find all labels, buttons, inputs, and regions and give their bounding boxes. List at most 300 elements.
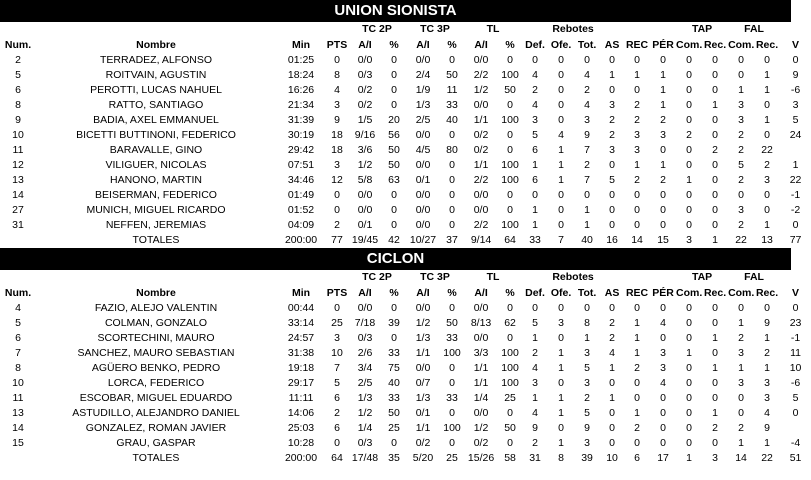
- stat-cell: 0: [686, 302, 692, 314]
- stat-cell: 20: [388, 114, 400, 126]
- column-header: Nombre: [136, 286, 176, 299]
- stat-cell: 50: [504, 84, 516, 96]
- stat-cell: 0: [634, 84, 640, 96]
- player-name: AGÜERO BENKO, PEDRO: [91, 362, 221, 374]
- stat-cell: 0: [764, 129, 770, 141]
- stat-cell: 1/3: [415, 392, 431, 404]
- stat-cell: 0: [558, 204, 564, 216]
- stat-cell: 0: [391, 332, 397, 344]
- stat-cell: 2: [738, 129, 744, 141]
- stat-cell: 0/3: [357, 437, 373, 449]
- total-cell: 1: [712, 234, 718, 246]
- stat-cell: 0: [609, 189, 615, 201]
- player-row: [0, 316, 811, 331]
- stat-cell: 63: [388, 174, 400, 186]
- total-cell: 3: [712, 452, 718, 464]
- player-name: LORCA, FEDERICO: [107, 377, 205, 389]
- stat-cell: 50: [446, 69, 458, 81]
- column-header: Def.: [525, 286, 545, 299]
- stat-cell: 01:49: [287, 189, 315, 201]
- stat-cell: 3: [634, 129, 640, 141]
- stat-cell: 0: [686, 362, 692, 374]
- player-row: [0, 346, 811, 361]
- stat-cell: 2: [609, 114, 615, 126]
- stat-cell: 3: [609, 144, 615, 156]
- total-cell: 77: [331, 234, 343, 246]
- player-name: SCORTECHINI, MAURO: [97, 332, 215, 344]
- stat-cell: 5: [609, 174, 615, 186]
- stat-cell: 0: [792, 54, 799, 66]
- group-header-blank: [780, 270, 811, 285]
- stat-cell: 2: [712, 144, 718, 156]
- stat-cell: 1: [558, 159, 564, 171]
- stat-cell: 2: [764, 159, 770, 171]
- column-header: Com.: [728, 38, 755, 51]
- player-row: [0, 421, 811, 436]
- total-cell: 33: [529, 234, 541, 246]
- group-header: FAL: [744, 271, 764, 283]
- stat-cell: 0: [609, 204, 615, 216]
- stat-cell: 1: [712, 407, 718, 419]
- stat-cell: 33:14: [287, 317, 315, 329]
- stat-cell: 0: [686, 189, 692, 201]
- stat-cell: 0: [391, 219, 397, 231]
- stat-cell: 2: [532, 84, 538, 96]
- stat-cell: 0: [712, 204, 718, 216]
- stat-cell: 13: [12, 174, 24, 186]
- player-row: [0, 301, 811, 316]
- stat-cell: 4: [532, 99, 538, 111]
- column-header: Min: [291, 38, 311, 51]
- totals-row: [0, 233, 811, 248]
- player-row: [0, 436, 811, 451]
- stat-cell: 0: [738, 392, 744, 404]
- stat-cell: 3: [764, 392, 770, 404]
- stat-cell: 0: [609, 377, 615, 389]
- total-cell: 17/48: [351, 452, 379, 464]
- stat-cell: 56: [388, 129, 400, 141]
- stat-cell: 33: [446, 332, 458, 344]
- column-header: V: [792, 38, 800, 51]
- stat-cell: 5: [584, 362, 590, 374]
- stat-cell: 0: [391, 437, 397, 449]
- stat-cell: 0: [712, 84, 718, 96]
- stat-cell: 3: [584, 377, 590, 389]
- stat-cell: 100: [501, 377, 519, 389]
- column-header: Num.: [4, 38, 32, 51]
- stat-cell: 2/2: [473, 69, 489, 81]
- stat-cell: 0: [686, 407, 692, 419]
- stat-cell: 3: [334, 99, 340, 111]
- stat-cell: 0: [507, 189, 513, 201]
- stat-cell: 14: [12, 422, 24, 434]
- total-cell: 16: [606, 234, 618, 246]
- stat-cell: 0: [712, 189, 718, 201]
- stat-cell: 7: [584, 174, 590, 186]
- stat-cell: 0: [686, 69, 692, 81]
- player-row: [0, 68, 811, 83]
- stat-cell: 0: [634, 437, 640, 449]
- stat-cell: 2: [609, 129, 615, 141]
- stat-cell: 2: [609, 332, 615, 344]
- group-header-blank: [624, 270, 676, 285]
- stat-cell: 6: [532, 174, 538, 186]
- stat-cell: 0: [634, 219, 640, 231]
- stat-cell: 24:57: [287, 332, 315, 344]
- stat-cell: 0: [686, 377, 692, 389]
- player-name: NEFFEN, JEREMIAS: [105, 219, 207, 231]
- column-header: %: [389, 38, 399, 51]
- stat-cell: 3/4: [357, 362, 373, 374]
- total-cell: 37: [446, 234, 458, 246]
- stat-cell: 3: [334, 159, 340, 171]
- stat-cell: 5: [334, 377, 340, 389]
- stat-cell: 14: [12, 189, 24, 201]
- group-header: FAL: [744, 23, 764, 35]
- stat-cell: 1: [712, 99, 718, 111]
- stat-cell: 0: [609, 54, 615, 66]
- stat-cell: 1: [558, 144, 564, 156]
- total-cell: 13: [761, 234, 773, 246]
- player-row: [0, 218, 811, 233]
- stat-cell: 9: [532, 422, 538, 434]
- stat-cell: 1: [634, 347, 640, 359]
- stat-cell: 50: [446, 317, 458, 329]
- stat-cell: 12: [331, 174, 343, 186]
- stat-cell: 1: [764, 332, 770, 344]
- stat-cell: 100: [443, 422, 461, 434]
- totals-row: [0, 451, 811, 466]
- stat-cell: 0: [660, 219, 666, 231]
- stat-cell: 1: [764, 219, 770, 231]
- stat-cell: 5: [532, 317, 538, 329]
- stat-cell: 0: [558, 422, 564, 434]
- stat-cell: 0: [609, 422, 615, 434]
- stat-cell: 16:26: [287, 84, 315, 96]
- stat-cell: 0: [686, 392, 692, 404]
- stat-cell: 50: [388, 144, 400, 156]
- column-header: PTS: [326, 38, 348, 51]
- column-header: %: [505, 286, 515, 299]
- stat-cell: 10: [331, 347, 343, 359]
- stat-cell: 4: [334, 84, 340, 96]
- stat-cell: 7: [584, 144, 590, 156]
- stat-cell: 7: [15, 347, 21, 359]
- stat-cell: -1: [790, 332, 801, 344]
- stat-cell: 62: [504, 317, 516, 329]
- stat-cell: 8: [334, 69, 340, 81]
- stat-cell: 3: [738, 377, 744, 389]
- stat-cell: 5: [792, 392, 799, 404]
- stat-cell: 0/1: [415, 407, 431, 419]
- stat-cell: 0: [558, 377, 564, 389]
- stat-cell: 0: [532, 54, 538, 66]
- stat-cell: 29:42: [287, 144, 315, 156]
- stat-cell: 25: [504, 392, 516, 404]
- stat-cell: 01:52: [287, 204, 315, 216]
- stat-cell: 3: [738, 99, 744, 111]
- stat-cell: 2: [738, 422, 744, 434]
- player-row: [0, 406, 811, 421]
- stat-cell: 0: [507, 99, 513, 111]
- stat-cell: 1: [660, 99, 666, 111]
- stat-cell: 3: [584, 437, 590, 449]
- stat-cell: 3: [738, 347, 744, 359]
- stat-cell: 1/4: [473, 392, 489, 404]
- column-header: Com.: [728, 286, 755, 299]
- stat-cell: 0: [712, 302, 718, 314]
- stat-cell: 0: [449, 189, 455, 201]
- group-header: TC 2P: [362, 23, 392, 35]
- stat-cell: 0: [712, 347, 718, 359]
- stat-cell: 100: [501, 174, 519, 186]
- stat-cell: 18: [331, 129, 343, 141]
- total-cell: 8: [558, 452, 564, 464]
- stat-cell: 0: [686, 332, 692, 344]
- stat-cell: 1: [634, 407, 640, 419]
- stat-cell: 2/6: [357, 347, 373, 359]
- column-header: REC: [625, 286, 649, 299]
- stat-cell: 0: [391, 69, 397, 81]
- stat-cell: 2: [584, 84, 590, 96]
- stat-cell: 1/1: [415, 422, 431, 434]
- stat-cell: 0: [660, 144, 666, 156]
- column-header: Rec.: [703, 286, 727, 299]
- column-header-row: [0, 37, 811, 53]
- stat-cell: 4: [660, 317, 666, 329]
- stat-cell: 1: [558, 347, 564, 359]
- column-header: A/I: [474, 286, 488, 299]
- column-header: Ofe.: [550, 38, 572, 51]
- stat-cell: 1/2: [473, 422, 489, 434]
- column-header: Rec.: [703, 38, 727, 51]
- stat-cell: 11: [446, 84, 458, 96]
- stat-cell: 1: [532, 159, 538, 171]
- stat-cell: -6: [790, 84, 801, 96]
- column-header: Rec.: [755, 38, 779, 51]
- stat-cell: 2: [15, 54, 21, 66]
- stat-cell: 0: [634, 54, 640, 66]
- total-cell: 25: [446, 452, 458, 464]
- stat-cell: 9: [584, 422, 590, 434]
- team-title-away: CICLON: [0, 248, 791, 270]
- stat-cell: 1: [764, 362, 770, 374]
- stat-cell: 0: [686, 114, 692, 126]
- stat-cell: 0: [449, 362, 455, 374]
- stat-cell: 0: [507, 332, 513, 344]
- group-header-blank: [624, 22, 676, 37]
- stat-cell: 10: [789, 362, 802, 374]
- stat-cell: 1: [660, 159, 666, 171]
- group-header: TL: [486, 271, 500, 283]
- player-row: [0, 331, 811, 346]
- total-cell: 35: [388, 452, 400, 464]
- player-name: FAZIO, ALEJO VALENTIN: [94, 302, 218, 314]
- stat-cell: 0: [507, 204, 513, 216]
- stat-cell: 33: [388, 347, 400, 359]
- stat-cell: 0: [712, 392, 718, 404]
- stat-cell: 0: [712, 377, 718, 389]
- stat-cell: 2: [764, 347, 770, 359]
- stat-cell: 4: [532, 407, 538, 419]
- column-header-row: [0, 285, 811, 301]
- player-row: [0, 53, 811, 68]
- column-header: Com.: [676, 286, 703, 299]
- stat-cell: 1: [609, 69, 615, 81]
- player-row: [0, 158, 811, 173]
- stat-cell: 1/4: [357, 422, 373, 434]
- stat-cell: 0: [334, 302, 340, 314]
- total-cell: 51: [789, 452, 802, 464]
- stat-cell: 6: [334, 392, 340, 404]
- total-cell: 22: [761, 452, 773, 464]
- stat-cell: 3: [738, 114, 744, 126]
- stat-cell: 0: [507, 129, 513, 141]
- player-name: BARAVALLE, GINO: [109, 144, 203, 156]
- stat-cell: 3: [660, 347, 666, 359]
- box-score-home: [0, 22, 811, 248]
- total-cell: 40: [581, 234, 593, 246]
- stat-cell: 1/2: [415, 317, 431, 329]
- stat-cell: 0: [391, 84, 397, 96]
- stat-cell: 0: [584, 189, 590, 201]
- stat-cell: 0: [686, 437, 692, 449]
- stat-cell: 0: [660, 189, 666, 201]
- player-row: [0, 143, 811, 158]
- stat-cell: 0: [792, 219, 799, 231]
- stat-cell: 0: [584, 302, 590, 314]
- stat-cell: 0: [449, 219, 455, 231]
- stat-cell: 0/0: [473, 189, 489, 201]
- stat-cell: 0: [738, 69, 744, 81]
- stat-cell: 100: [501, 159, 519, 171]
- player-name: ESCOBAR, MIGUEL EDUARDO: [79, 392, 233, 404]
- stat-cell: 0: [712, 174, 718, 186]
- stat-cell: 0: [712, 159, 718, 171]
- stat-cell: 0: [634, 302, 640, 314]
- player-name: ASTUDILLO, ALEJANDRO DANIEL: [72, 407, 240, 419]
- stat-cell: 33: [446, 392, 458, 404]
- column-header: A/I: [474, 38, 488, 51]
- stat-cell: 2: [634, 174, 640, 186]
- stat-cell: 00:44: [287, 302, 315, 314]
- stat-cell: 0: [558, 99, 564, 111]
- stat-cell: 5/8: [357, 174, 373, 186]
- stat-cell: 0: [634, 377, 640, 389]
- stat-cell: 1: [532, 332, 538, 344]
- total-cell: 14: [631, 234, 643, 246]
- stat-cell: 1: [584, 204, 590, 216]
- stat-cell: 1: [712, 332, 718, 344]
- stat-cell: 1: [558, 407, 564, 419]
- stat-cell: 3: [584, 114, 590, 126]
- stat-cell: 0/3: [357, 332, 373, 344]
- stat-cell: 0/0: [473, 407, 489, 419]
- player-row: [0, 113, 811, 128]
- stat-cell: 0: [764, 302, 770, 314]
- stat-cell: 1: [686, 347, 692, 359]
- stat-cell: 2: [584, 392, 590, 404]
- stat-cell: 0/0: [357, 54, 373, 66]
- stat-cell: 3: [792, 99, 799, 111]
- stat-cell: 4: [15, 302, 21, 314]
- stat-cell: 2: [686, 129, 692, 141]
- totals-label: TOTALES: [132, 234, 180, 246]
- stat-cell: 1/1: [415, 347, 431, 359]
- total-cell: 6: [634, 452, 640, 464]
- stat-cell: 14:06: [287, 407, 315, 419]
- stat-cell: 0: [391, 204, 397, 216]
- stat-cell: 0/0: [415, 129, 431, 141]
- stat-cell: 0/0: [415, 302, 431, 314]
- stat-cell: 2: [634, 422, 640, 434]
- column-header: %: [447, 38, 457, 51]
- stat-cell: 0: [532, 189, 538, 201]
- stat-cell: 0: [738, 302, 744, 314]
- stat-cell: 1: [532, 204, 538, 216]
- column-header: REC: [625, 38, 649, 51]
- stat-cell: 0: [792, 407, 799, 419]
- stat-cell: 0: [712, 219, 718, 231]
- stat-cell: 2: [660, 114, 666, 126]
- stat-cell: 1: [532, 219, 538, 231]
- stat-cell: 2: [634, 99, 640, 111]
- stat-cell: 9: [334, 114, 340, 126]
- stat-cell: 11:11: [288, 392, 314, 404]
- stat-cell: 1: [738, 362, 744, 374]
- stat-cell: 0: [558, 84, 564, 96]
- stat-cell: 3: [738, 204, 744, 216]
- stat-cell: 04:09: [287, 219, 315, 231]
- stat-cell: 0: [334, 54, 340, 66]
- total-cell: 3: [686, 234, 692, 246]
- stat-cell: 1: [634, 317, 640, 329]
- total-cell: 64: [331, 452, 343, 464]
- stat-cell: 0: [634, 189, 640, 201]
- stat-cell: 0: [609, 159, 615, 171]
- column-header: AS: [604, 286, 620, 299]
- stat-cell: 1: [558, 437, 564, 449]
- total-cell: 42: [388, 234, 400, 246]
- stat-cell: -4: [790, 437, 801, 449]
- stat-cell: 2: [334, 407, 340, 419]
- total-cell: 39: [581, 452, 593, 464]
- stat-cell: 0: [738, 407, 744, 419]
- stat-cell: 4: [532, 362, 538, 374]
- column-header: A/I: [416, 286, 430, 299]
- column-header: Com.: [676, 38, 703, 51]
- stat-cell: 1: [558, 362, 564, 374]
- stat-cell: 4: [609, 347, 615, 359]
- stat-cell: 1: [764, 84, 770, 96]
- stat-cell: 27: [12, 204, 24, 216]
- stat-cell: 2/2: [473, 174, 489, 186]
- stat-cell: 9: [764, 317, 770, 329]
- stat-cell: 0: [712, 317, 718, 329]
- player-name: RATTO, SANTIAGO: [108, 99, 204, 111]
- player-name: GONZALEZ, ROMAN JAVIER: [85, 422, 227, 434]
- stat-cell: 0: [449, 204, 455, 216]
- column-header: Def.: [525, 38, 545, 51]
- group-header: Rebotes: [552, 23, 594, 35]
- stat-cell: 3: [660, 362, 666, 374]
- stat-cell: 0: [507, 54, 513, 66]
- stat-cell: 100: [501, 69, 519, 81]
- stat-cell: 5: [532, 129, 538, 141]
- stat-cell: 1/1: [473, 114, 489, 126]
- stat-cell: 0: [334, 437, 340, 449]
- stat-cell: 2: [584, 159, 590, 171]
